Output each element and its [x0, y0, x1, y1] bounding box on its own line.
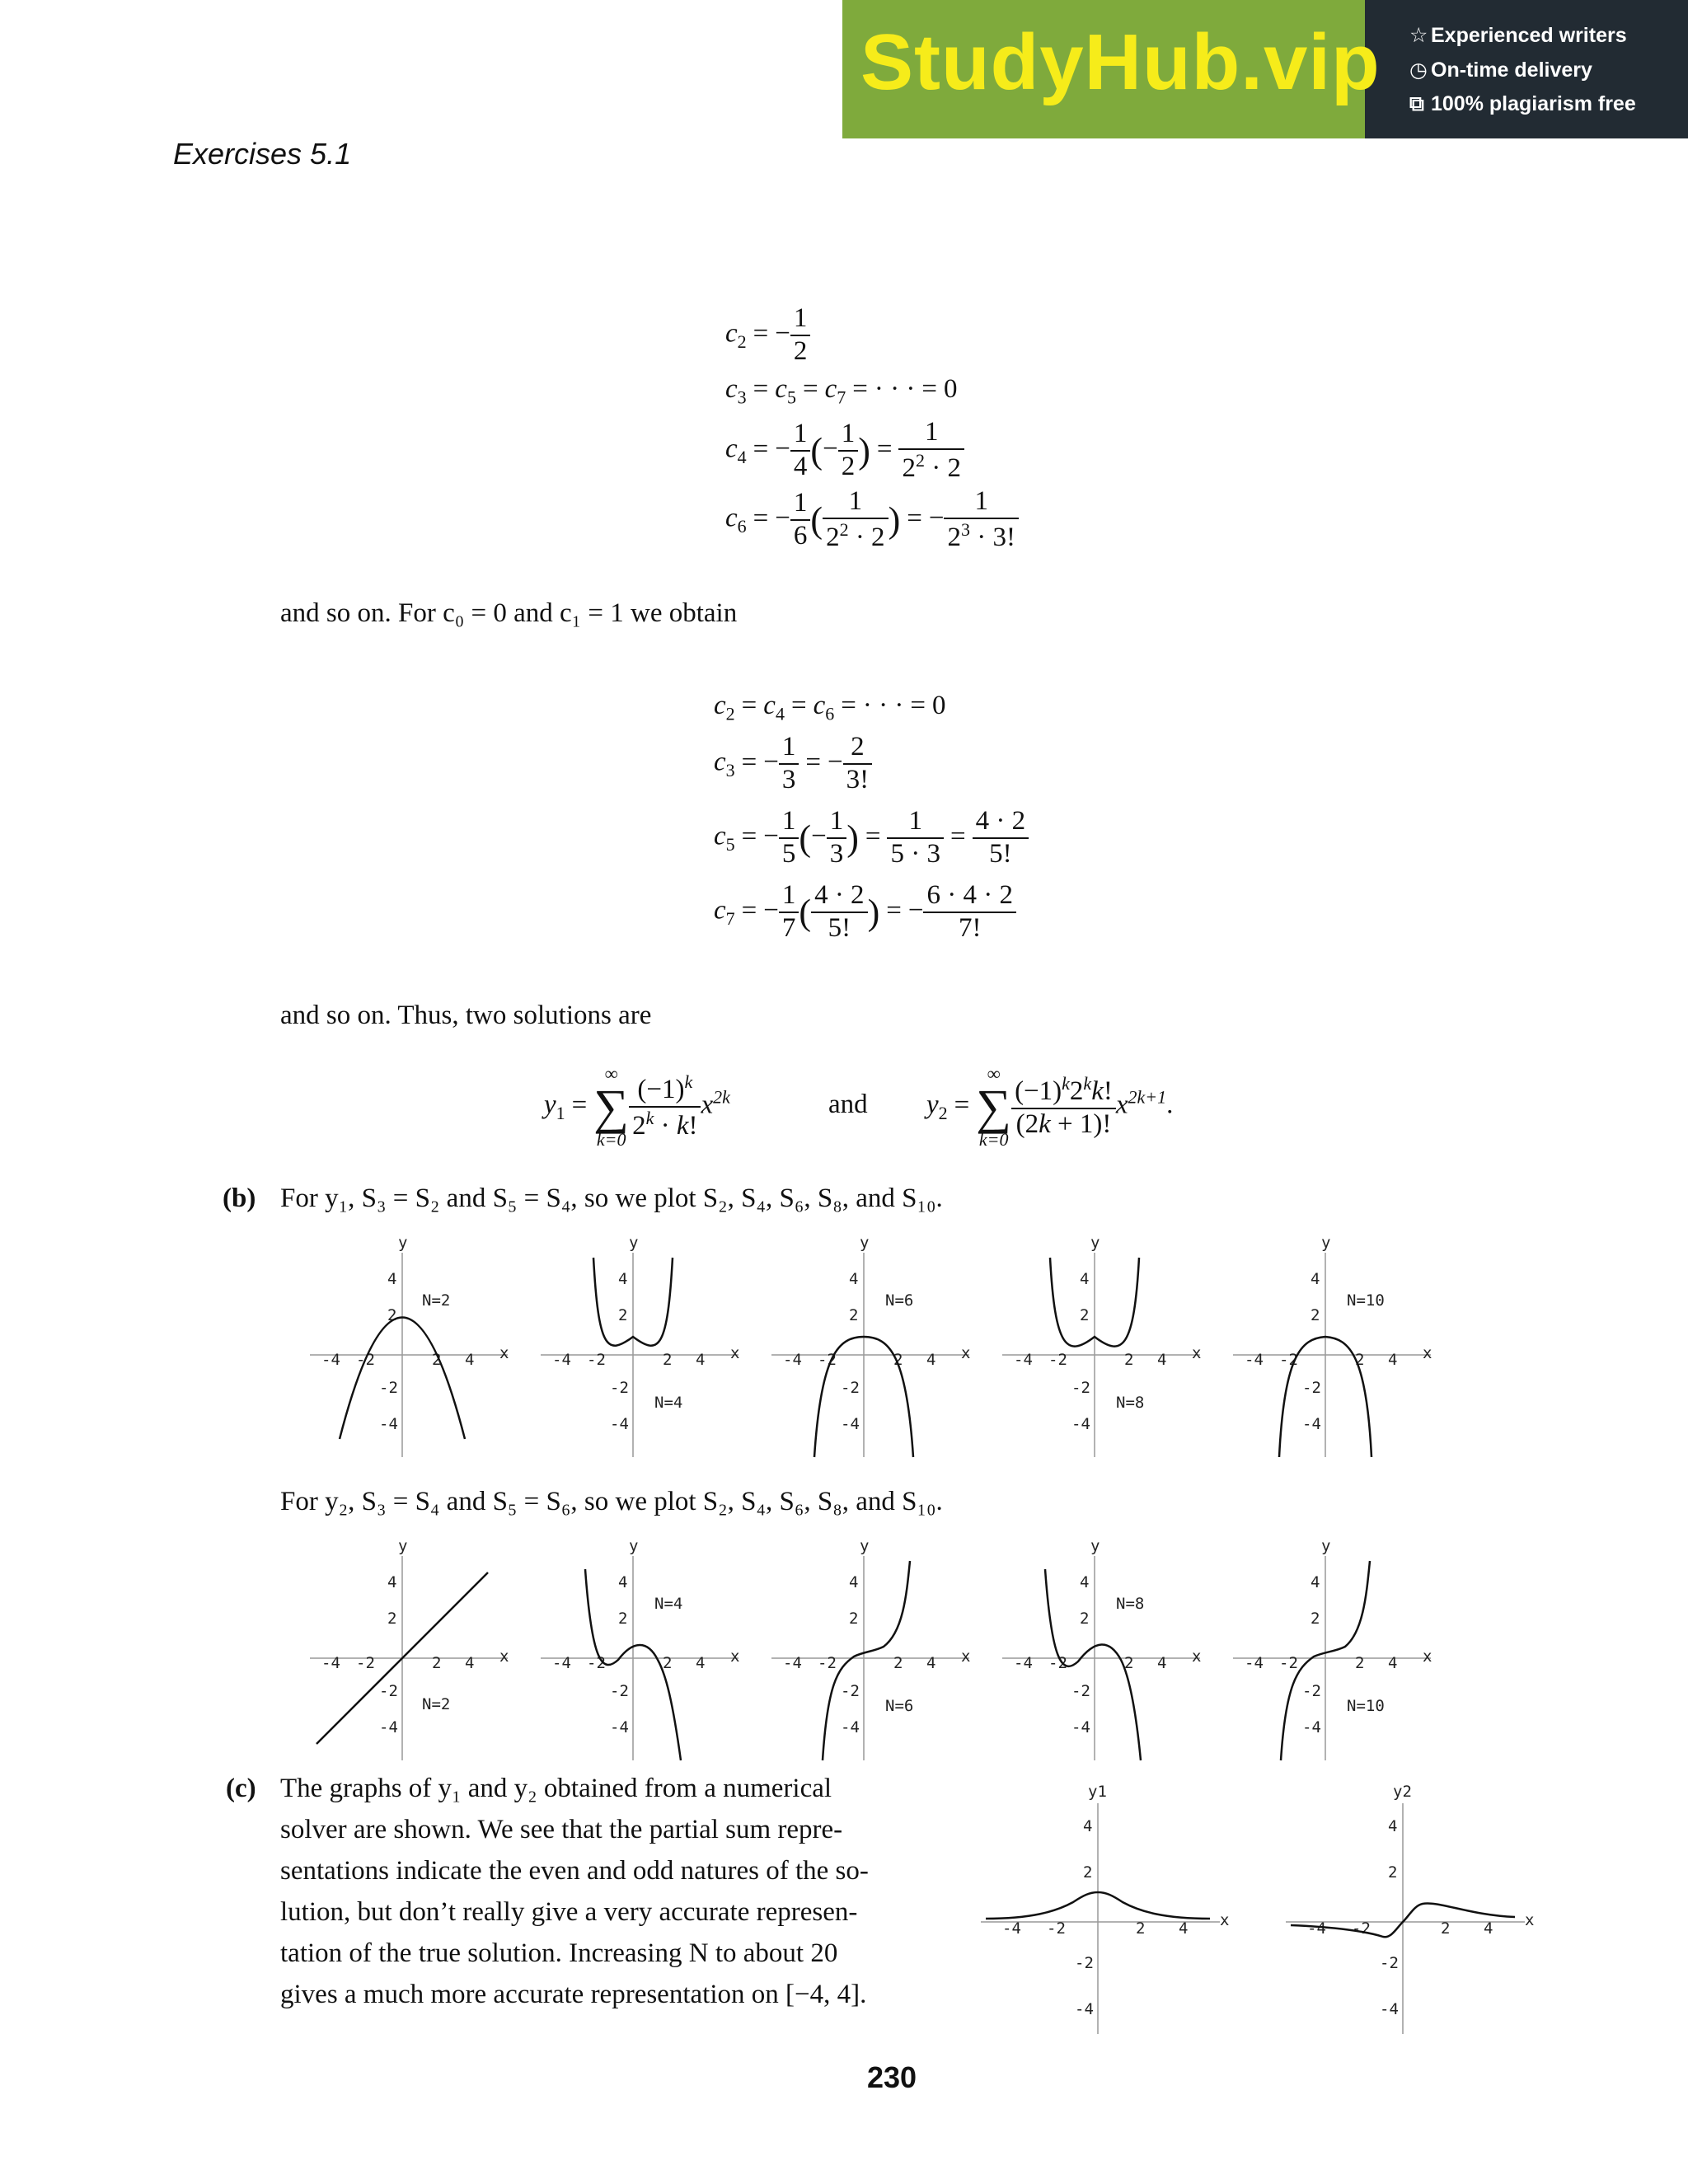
tick-m4: -4	[379, 1718, 398, 1736]
plot-label: N=4	[654, 1394, 683, 1412]
tick-m2: -2	[379, 1379, 398, 1397]
tick-4: 4	[618, 1270, 628, 1288]
tick-x2: 2	[1355, 1654, 1365, 1672]
eq-c3-odd: $c_3 = c_5 = c_7$ = · · · = 0	[725, 374, 958, 408]
tick-m4: -4	[1075, 2000, 1094, 2018]
tick-xm4: -4	[321, 1654, 340, 1672]
plot-label: N=2	[422, 1695, 451, 1713]
tick-4: 4	[1080, 1573, 1090, 1591]
tick-m4: -4	[841, 1415, 860, 1433]
tick-2: 2	[1083, 1863, 1093, 1882]
y-axis-label: y	[629, 1234, 639, 1252]
text-and-so-on-1: and so on. For c₀ = 0 and c₁ = 1 we obtain	[280, 598, 738, 628]
tick-x2: 2	[893, 1654, 903, 1672]
tick-xm2: -2	[356, 1351, 375, 1369]
tick-2: 2	[618, 1610, 628, 1628]
tick-xm4: -4	[1245, 1654, 1264, 1672]
tick-2: 2	[1311, 1306, 1320, 1324]
tick-x2: 2	[893, 1351, 903, 1369]
plot-y1-n4-svg	[541, 1233, 763, 1472]
x-axis-label: x	[961, 1647, 971, 1666]
y-axis-label: y	[398, 1234, 408, 1252]
tick-m4: -4	[1071, 1718, 1090, 1736]
y-axis-label: y	[860, 1234, 870, 1252]
eq-y1: $y_1$ = ∞ ∑ k=0 $\frac{(-1)^k}{2^k \cdot k!}$ $x^{2k}$	[544, 1063, 730, 1150]
tick-2: 2	[618, 1306, 628, 1324]
tick-xm4: -4	[552, 1351, 571, 1369]
tick-m2: -2	[610, 1682, 629, 1700]
tick-m2: -2	[1075, 1954, 1094, 1972]
plot-y2-n6-svg	[771, 1536, 994, 1775]
plot-label: N=2	[422, 1291, 451, 1310]
tick-xm2: -2	[356, 1654, 375, 1672]
y-axis-label: y2	[1393, 1783, 1412, 1801]
tick-x2: 2	[432, 1654, 442, 1672]
tick-m2: -2	[1302, 1379, 1321, 1397]
tick-x2: 2	[1355, 1351, 1365, 1369]
tick-m4: -4	[610, 1718, 629, 1736]
tick-2: 2	[1388, 1863, 1398, 1882]
y-axis-label: y	[860, 1537, 870, 1555]
tick-4: 4	[1311, 1270, 1320, 1288]
eq-c4: $c_4$ = − $\frac{1}{4}$ (− $\frac{1}{2}$ ) = $\frac{1}{2^2 \cdot 2}$	[725, 417, 964, 485]
x-axis-label: x	[1192, 1344, 1202, 1362]
tick-xm4: -4	[783, 1351, 802, 1369]
tick-x4: 4	[465, 1351, 475, 1369]
plot-y1-n10-svg	[1233, 1233, 1456, 1472]
eq-c2-even: $c_2 = c_4 = c_6$ = · · · = 0	[714, 691, 946, 724]
tick-m2: -2	[1071, 1682, 1090, 1700]
tick-4: 4	[1388, 1817, 1398, 1835]
tick-m2: -2	[1071, 1379, 1090, 1397]
x-axis-label: x	[1525, 1911, 1535, 1929]
plot-numerical-y2	[1286, 1780, 1550, 2027]
part-c-line-6: gives a much more accurate representation on [−4, 4].	[280, 1980, 867, 2009]
page-number: 230	[867, 2060, 917, 2094]
plot-y1-n6-svg	[771, 1233, 994, 1472]
y-axis-label: y1	[1088, 1783, 1107, 1801]
tick-xm4: -4	[1245, 1351, 1264, 1369]
y-axis-label: y	[629, 1537, 639, 1555]
tick-2: 2	[849, 1306, 859, 1324]
tick-xm2: -2	[1352, 1919, 1371, 1938]
tick-2: 2	[387, 1610, 397, 1628]
tick-xm4: -4	[783, 1654, 802, 1672]
tick-m4: -4	[1380, 2000, 1399, 2018]
part-c-line-4: lution, but don’t really give a very accurate represen-	[280, 1897, 858, 1927]
plot-y2-n10-svg	[1233, 1536, 1456, 1775]
tick-x2: 2	[432, 1351, 442, 1369]
clock-icon: ◷	[1409, 59, 1428, 82]
y-axis-label: y	[1090, 1537, 1100, 1555]
tick-xm2: -2	[587, 1351, 606, 1369]
tick-4: 4	[1080, 1270, 1090, 1288]
tick-x4: 4	[1388, 1351, 1398, 1369]
tick-x4: 4	[926, 1351, 936, 1369]
plot-y2-n6	[771, 1536, 994, 1775]
exercise-header: Exercises 5.1	[173, 137, 352, 171]
tick-2: 2	[1080, 1306, 1090, 1324]
plot-label: N=10	[1347, 1697, 1385, 1715]
y-axis-label: y	[1321, 1537, 1331, 1555]
tick-xm4: -4	[1307, 1919, 1326, 1938]
text-and-so-on-2: and so on. Thus, two solutions are	[280, 1001, 652, 1030]
tick-xm2: -2	[1047, 1919, 1066, 1938]
plot-y2-n2-svg	[310, 1536, 532, 1775]
tick-4: 4	[1083, 1817, 1093, 1835]
tick-m2: -2	[610, 1379, 629, 1397]
x-axis-label: x	[730, 1344, 740, 1362]
tick-x4: 4	[926, 1654, 936, 1672]
tick-x2: 2	[1441, 1919, 1451, 1938]
plot-y2-n8-svg	[1002, 1536, 1225, 1775]
plot-label: N=4	[654, 1595, 683, 1613]
tick-xm2: -2	[1048, 1351, 1067, 1369]
part-c-label: (c)	[226, 1774, 256, 1803]
tick-m4: -4	[610, 1415, 629, 1433]
tick-x4: 4	[696, 1351, 706, 1369]
plot-y2-n4-svg	[541, 1536, 763, 1775]
part-b-text: For y₁, S₃ = S₂ and S₅ = S₄, so we plot S₂, S₄, S₆, S₈, and S₁₀.	[280, 1183, 943, 1213]
part-c-line-5: tation of the true solution. Increasing N to about 20	[280, 1938, 838, 1968]
tick-x2: 2	[663, 1351, 673, 1369]
x-axis-label: x	[1423, 1647, 1432, 1666]
tick-xm2: -2	[1279, 1654, 1298, 1672]
tick-xm4: -4	[1002, 1919, 1021, 1938]
tick-m4: -4	[841, 1718, 860, 1736]
eq-c5: $c_5$ = − $\frac{1}{5}$ (− $\frac{1}{3}$ ) = $\frac{1}{5 \cdot 3}$ = $\frac{4 \cdot 2}{5!}$	[714, 806, 1029, 870]
tick-xm2: -2	[1279, 1351, 1298, 1369]
plot-y2-n8	[1002, 1536, 1225, 1775]
tick-x4: 4	[1388, 1654, 1398, 1672]
tick-4: 4	[387, 1573, 397, 1591]
tick-m2: -2	[841, 1682, 860, 1700]
plot-y2-n2	[310, 1536, 532, 1775]
plot-label: N=6	[885, 1697, 914, 1715]
tick-4: 4	[1311, 1573, 1320, 1591]
tick-xm4: -4	[1014, 1351, 1033, 1369]
plot-label: N=8	[1116, 1595, 1145, 1613]
tick-x4: 4	[1157, 1351, 1167, 1369]
tick-4: 4	[387, 1270, 397, 1288]
plot-numerical-y1-svg	[981, 1780, 1245, 2027]
y-axis-label: y	[398, 1537, 408, 1555]
plot-y1-n8-svg	[1002, 1233, 1225, 1472]
tick-xm2: -2	[587, 1654, 606, 1672]
tick-m4: -4	[379, 1415, 398, 1433]
plot-y1-n2	[310, 1233, 532, 1472]
tick-x2: 2	[1136, 1919, 1146, 1938]
tick-m2: -2	[1380, 1954, 1399, 1972]
copy-icon: ⧉	[1409, 92, 1424, 115]
tick-m2: -2	[841, 1379, 860, 1397]
x-axis-label: x	[499, 1344, 509, 1362]
tick-xm4: -4	[1014, 1654, 1033, 1672]
tick-xm4: -4	[321, 1351, 340, 1369]
tick-xm2: -2	[1048, 1654, 1067, 1672]
tick-x4: 4	[465, 1654, 475, 1672]
banner-feature-2: ◷ On-time delivery	[1409, 59, 1592, 82]
x-axis-label: x	[961, 1344, 971, 1362]
plot-numerical-y1	[981, 1780, 1245, 2027]
tick-x4: 4	[1179, 1919, 1189, 1938]
tick-2: 2	[1080, 1610, 1090, 1628]
tick-2: 2	[387, 1306, 397, 1324]
x-axis-label: x	[1220, 1911, 1230, 1929]
tick-x4: 4	[696, 1654, 706, 1672]
tick-x2: 2	[1124, 1351, 1134, 1369]
x-axis-label: x	[730, 1647, 740, 1666]
tick-xm2: -2	[818, 1654, 837, 1672]
tick-m4: -4	[1071, 1415, 1090, 1433]
plot-numerical-y2-svg	[1286, 1780, 1550, 2027]
tick-x2: 2	[1124, 1654, 1134, 1672]
part-c-line-3: sentations indicate the even and odd natures of the so-	[280, 1856, 869, 1886]
tick-m4: -4	[1302, 1718, 1321, 1736]
tick-x4: 4	[1157, 1654, 1167, 1672]
plot-y2-n4	[541, 1536, 763, 1775]
eq-c2: $c_2$ = − $\frac{1}{2}$	[725, 303, 810, 368]
tick-x2: 2	[663, 1654, 673, 1672]
eq-c7: $c_7$ = − $\frac{1}{7}$ ( $\frac{4 \cdot 2}{5!}$ ) = − $\frac{6 \cdot 4 \cdot 2}{7!}$	[714, 880, 1016, 944]
x-axis-label: x	[1423, 1344, 1432, 1362]
tick-4: 4	[849, 1573, 859, 1591]
plot-y2-n10	[1233, 1536, 1456, 1775]
eq-c6: $c_6$ = − $\frac{1}{6}$ ( $\frac{1}{2^2 \cdot 2}$ ) = − $\frac{1}{2^3 \cdot 3!}$	[725, 486, 1019, 554]
eq-c3: $c_3$ = − $\frac{1}{3}$ = − $\frac{2}{3!}$	[714, 732, 872, 796]
text-and: and	[828, 1090, 868, 1119]
plot-y1-n2-svg	[310, 1233, 532, 1472]
plot-y1-n4	[541, 1233, 763, 1472]
y-axis-label: y	[1321, 1234, 1331, 1252]
tick-2: 2	[1311, 1610, 1320, 1628]
tick-xm4: -4	[552, 1654, 571, 1672]
part-b-text-2: For y₂, S₃ = S₄ and S₅ = S₆, so we plot S₂, S₄, S₆, S₈, and S₁₀.	[280, 1487, 943, 1516]
tick-x4: 4	[1484, 1919, 1493, 1938]
plot-y1-n6	[771, 1233, 994, 1472]
plot-label: N=6	[885, 1291, 914, 1310]
part-b-label: (b)	[223, 1183, 256, 1213]
tick-4: 4	[618, 1573, 628, 1591]
tick-m4: -4	[1302, 1415, 1321, 1433]
tick-xm2: -2	[818, 1351, 837, 1369]
part-c-line-2: solver are shown. We see that the partial sum repre-	[280, 1815, 843, 1844]
tick-m2: -2	[1302, 1682, 1321, 1700]
star-icon: ☆	[1409, 24, 1428, 47]
tick-4: 4	[849, 1270, 859, 1288]
tick-2: 2	[849, 1610, 859, 1628]
x-axis-label: x	[1192, 1647, 1202, 1666]
plot-label: N=10	[1347, 1291, 1385, 1310]
part-c-line-1: The graphs of y₁ and y₂ obtained from a numerical	[280, 1774, 832, 1803]
tick-m2: -2	[379, 1682, 398, 1700]
x-axis-label: x	[499, 1647, 509, 1666]
banner-feature-3: ⧉ 100% plagiarism free	[1409, 92, 1636, 115]
studyhub-logo[interactable]: StudyHub.vip	[860, 18, 1381, 106]
plot-y1-n10	[1233, 1233, 1456, 1472]
y-axis-label: y	[1090, 1234, 1100, 1252]
eq-y2: $y_2$ = ∞ ∑ k=0 $\frac{(-1)^k2^kk!}{(2k + 1)!}$ $x^{2k+1}$.	[926, 1063, 1174, 1150]
banner-feature-1: ☆ Experienced writers	[1409, 24, 1627, 47]
plot-y1-n8	[1002, 1233, 1225, 1472]
plot-label: N=8	[1116, 1394, 1145, 1412]
